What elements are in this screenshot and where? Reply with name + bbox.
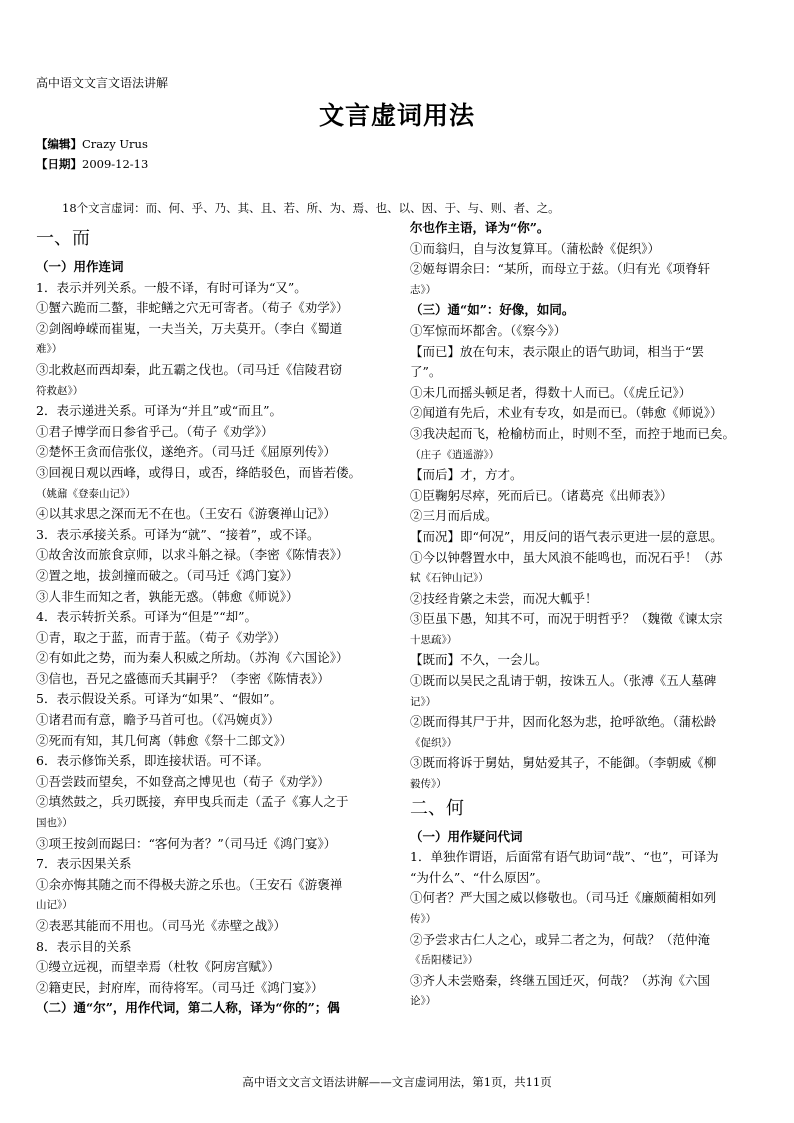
text-line: 十思疏》） (410, 633, 458, 646)
text-line: 山记》） (36, 899, 73, 912)
text-line: 论》） (410, 995, 437, 1008)
text-line: 记》） (410, 695, 437, 708)
text-line: ①蟹六跪而二螯，非蛇鳝之穴无可寄者。（荀子《劝学》） (36, 300, 349, 316)
text-line: ①君子博学而日参省乎己。（荀子《劝学》） (36, 423, 274, 439)
right-column (410, 218, 762, 1012)
text-line: 4．表示转折关系。可译为“但是”“却”。 (36, 609, 258, 625)
text-line: ②予尝求古仁人之心，或异二者之为，何哉？（范仲淹 (410, 931, 711, 947)
section-heading: 一、而 (36, 228, 90, 249)
text-line: ②既而得其尸于井，因而化怒为悲，抢呼欲绝。（蒲松龄 (410, 714, 717, 730)
text-line: ②置之地，拔剑撞而破之。（司马迁《鸿门宴》） (36, 567, 299, 583)
text-line: ②籍吏民，封府库，而待将军。（司马迁《鸿门宴》） (36, 979, 324, 995)
text-line: ②有如此之势，而为秦人积威之所劫。（苏洵《六国论》） (36, 650, 349, 666)
text-line: ②死而有知，其几何离（韩愈《祭十二郎文》） (36, 732, 293, 748)
text-line: 难》） (36, 343, 63, 356)
date-label: 【日期】 (36, 157, 82, 171)
editor-line (36, 136, 148, 152)
text-line: 《岳阳楼记》） (410, 954, 479, 967)
page-title: 文言虚词用法 (318, 101, 475, 130)
text-line: ②三月而后成。 (410, 508, 498, 524)
text-line: ②楚怀王贪而信张仪，遂绝齐。（司马迁《屈原列传》） (36, 444, 337, 460)
running-header: 高中语文文言文语法讲解 (36, 76, 169, 90)
text-line: （庄子《逍遥游》） (410, 448, 500, 461)
text-line: ③人非生而知之者，孰能无惑。（韩愈《师说》） (36, 588, 299, 604)
subsection-heading: （一）用作连词 (36, 259, 124, 274)
text-line: ②剑阁峥嵘而崔嵬，一夫当关，万夫莫开。（李白《蜀道 (36, 320, 343, 336)
text-line: ③臣虽下愚，知其不可，而况于明哲乎？（魏徵《谏太宗 (410, 611, 723, 627)
text-line: 【而后】才，方才。 (410, 467, 523, 483)
text-line: ①故舍汝而旅食京师，以求斗斛之禄。（李密《陈情表》） (36, 547, 349, 563)
text-line: 【而况】即“何况”，用反问的语气表示更进一层的意思。 (410, 528, 723, 544)
text-line: （姚鼐《登泰山记》） (36, 487, 136, 500)
subsection-heading: （三）通“如”：好像，如同。 (410, 302, 575, 318)
text-line: ③齐人未尝赂秦，终继五国迁灭，何哉？（苏洵《六国 (410, 972, 711, 988)
text-line: ②闻道有先后，术业有专攻，如是而已。（韩愈《师说》） (410, 405, 723, 421)
text-line: 1．单独作谓语，后面常有语气助词“哉”、“也”，可译为 (410, 849, 719, 865)
text-line: ①臣鞠躬尽瘁，死而后已。（诸葛亮《出师表》） (410, 487, 673, 503)
text-line: 3．表示承接关系。可译为“就”、“接着”，或不译。 (36, 526, 320, 542)
text-line: 符救赵》） (36, 384, 84, 397)
date-value: 2009-12-13 (82, 157, 149, 171)
text-line: 2．表示递进关系。可译为“并且”或“而且”。 (36, 403, 283, 419)
text-line: ③我决起而飞，枪榆枋而止，时则不至，而控于地而已矣。 (410, 425, 736, 441)
text-line: ①今以钟磬置水中，虽大风浪不能鸣也，而况石乎！（苏 (410, 549, 723, 565)
subsection-heading: （二）通“尔”，用作代词，第二人称，译为“你的”；偶 (36, 1000, 340, 1016)
text-line: ④以其求思之深而无不在也。（王安石《游褒禅山记》） (36, 506, 337, 522)
text-line: 6．表示修饰关系，即连接状语。可不译。 (36, 753, 269, 769)
text-line: ③北救赵而西却秦，此五霸之伐也。（司马迁《信陵君窃 (36, 361, 343, 377)
text-line: ③信也，吾兄之盛德而夭其嗣乎？（李密《陈情表》） (36, 670, 330, 686)
subsection-heading: 尔也作主语，译为“你”。 (410, 220, 550, 235)
text-line: 轼《石钟山记》） (410, 572, 489, 585)
text-line: ①而翁归，自与汝复算耳。（蒲松龄《促织》） (410, 240, 661, 256)
text-line: 5．表示假设关系。可译为“如果”、“假如”。 (36, 691, 283, 707)
editor-name: Crazy Urus (82, 137, 148, 151)
text-line: ①既而以吴民之乱请于朝，按诛五人。（张溥《五人墓碑 (410, 673, 717, 689)
section-heading: 二、何 (410, 797, 464, 819)
text-line: ①诸君而有意，瞻予马首可也。（《冯婉贞》） (36, 712, 280, 728)
text-line: “为什么”、“什么原因”。 (410, 869, 549, 885)
text-line: ②技经肯綮之未尝，而况大軱乎！ (410, 590, 598, 606)
text-line: 了”。 (410, 364, 442, 380)
text-line: ②姬每谓余曰：“某所，而母立于兹。（归有光《项脊轩 (410, 261, 711, 277)
left-column (36, 225, 392, 1019)
text-line: ①何者？严大国之威以修敬也。（司马迁《廉颇蔺相如列 (410, 890, 717, 906)
text-line: 8．表示目的关系 (36, 938, 132, 954)
intro-text: 18个文言虚词：而、何、乎、乃、其、且、若、所、为、焉、也、以、因、于、与、则、者、之。 (62, 201, 560, 215)
text-line: 志》） (410, 283, 437, 296)
text-line: 毅传》） (410, 778, 447, 791)
subsection-heading: （一）用作疑问代词 (410, 828, 523, 844)
text-line: ①青，取之于蓝，而青于蓝。（荀子《劝学》） (36, 629, 287, 645)
editor-label: 【编辑】 (36, 137, 82, 151)
text-line: 【既而】不久，一会儿。 (410, 652, 548, 668)
text-line: ①吾尝跂而望矣，不如登高之博见也（荀子《劝学》） (36, 773, 330, 789)
text-line: ①未几而摇头顿足者，得数十人而已。（《虎丘记》） (410, 384, 692, 400)
date-line (36, 156, 148, 172)
text-line: 国也》） (36, 817, 73, 830)
text-line: ③项王按剑而跽曰：“客何为者？”（司马迁《鸿门宴》） (36, 835, 337, 851)
page-footer: 高中语文文言文语法讲解——文言虚词用法，第1页，共11页 (242, 1075, 552, 1089)
text-line: ③回视日观以西峰，或得日，或否，绛皓驳色，而皆若偻。 (36, 464, 362, 480)
text-line: 《促织》） (410, 736, 458, 749)
text-line: ①军惊而坏都舍。（《察今》） (410, 322, 567, 338)
text-line: ①余亦悔其随之而不得极夫游之乐也。（王安石《游褒禅 (36, 876, 343, 892)
text-line: 传》） (410, 913, 437, 925)
text-line: ①缦立远视，而望幸焉（杜牧《阿房宫赋》） (36, 959, 280, 975)
text-line: ②表恶其能而不用也。（司马光《赤壁之战》） (36, 918, 287, 933)
text-line: ③既而将诉于舅姑，舅姑爱其子，不能御。（李朝威《柳 (410, 755, 717, 771)
text-line: ②填然鼓之，兵刃既接，弃甲曳兵而走（孟子《寡人之于 (36, 794, 349, 810)
text-line: 【而已】放在句末，表示限止的语气助词，相当于“罢 (410, 343, 704, 359)
text-line: 7．表示因果关系 (36, 856, 132, 872)
text-line: 1．表示并列关系。一般不译，有时可译为“又”。 (36, 279, 307, 295)
